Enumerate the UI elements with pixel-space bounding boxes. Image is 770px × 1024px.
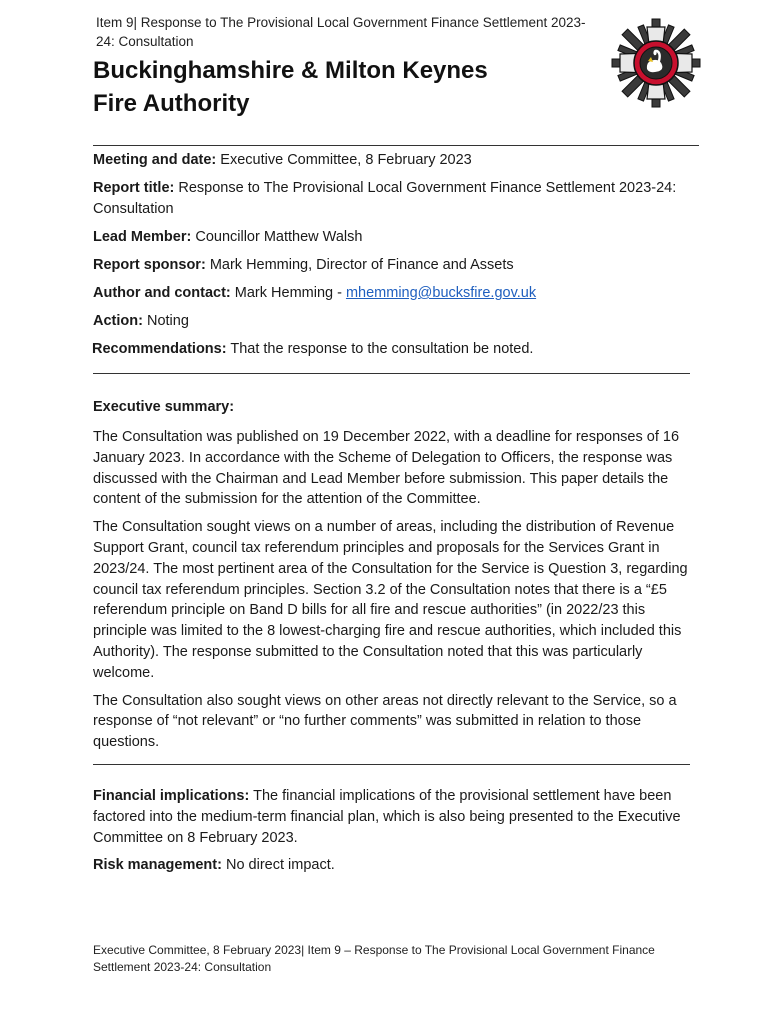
report-title-row	[93, 178, 693, 220]
lead-member-label: Lead Member:	[93, 229, 192, 245]
action-value: Noting	[146, 313, 189, 329]
author-email-link[interactable]: mhemming@bucksfire.gov.uk	[345, 285, 537, 301]
recommendations-label: Recommendations:	[92, 341, 227, 357]
report-metadata	[93, 150, 693, 367]
author-row	[93, 283, 693, 304]
authority-title-line1: Buckinghamshire & Milton Keynes	[93, 57, 488, 84]
risk-management	[93, 855, 693, 876]
financial-implications-value: The financial implications of the provisional settlement have been factored into the medium-term financial plan, which is also being presented to the Executive Committee on 8 February 2023.	[93, 788, 681, 846]
meeting-label: Meeting and date:	[93, 152, 217, 168]
risk-management-value: No direct impact.	[225, 857, 335, 874]
financial-implications-label: Financial implications:	[93, 788, 250, 804]
action-label: Action:	[93, 313, 143, 329]
report-sponsor-value: Mark Hemming, Director of Finance and Assets	[209, 257, 514, 273]
risk-management-label: Risk management:	[93, 857, 222, 874]
summary-paragraph-1: The Consultation was published on 19 December 2022, with a deadline for responses of 16 January 2023. In accordance with the Scheme of Delegation to Officers, the response was discussed with the Chairman and Lead Member before submission. This paper details the content of the submission for the attention of the Committee.	[93, 429, 680, 508]
metadata-divider	[93, 373, 690, 374]
lead-member-row	[93, 227, 693, 248]
implications	[93, 786, 693, 883]
author-label: Author and contact:	[93, 285, 231, 301]
summary-paragraph-2: The Consultation sought views on a number of areas, including the distribution of Revenue Support Grant, council tax referendum principles and proposals for the Services Grant in 2023/24. The most pertinent area of the Consultation for the Service is Question 3, regarding council tax referendum principles. Section 3.2 of the Consultation notes that there is a “£5 referendum principle on Band D bills for all fire and rescue authorities” (in 2022/23 this principle was limited to the 8 lowest-charging fire and rescue authorities, which included this Authority). The response submitted to the Consultation noted that this was particularly welcome.	[93, 519, 688, 681]
running-footer: Executive Committee, 8 February 2023| Item 9 – Response to The Provisional Local Government Finance Settlement 2023-24: Consultation	[93, 943, 655, 974]
report-sponsor-row	[93, 255, 693, 276]
executive-summary	[93, 397, 693, 760]
report-title-label: Report title:	[93, 180, 175, 196]
lead-member-value: Councillor Matthew Walsh	[195, 229, 363, 245]
fire-authority-crest-icon	[610, 18, 702, 108]
report-title-value: Response to The Provisional Local Government Finance Settlement 2023-24: Consultation	[93, 180, 677, 217]
header-divider	[93, 145, 699, 146]
summary-divider	[93, 764, 690, 765]
recommendations-value: That the response to the consultation be noted.	[230, 341, 534, 357]
authority-title-line2: Fire Authority	[93, 90, 250, 117]
financial-implications	[93, 786, 693, 848]
author-value: Mark Hemming -	[234, 285, 346, 301]
meeting-row	[93, 150, 693, 171]
report-sponsor-label: Report sponsor:	[93, 257, 206, 273]
executive-summary-heading: Executive summary:	[93, 399, 235, 415]
running-header: Item 9| Response to The Provisional Local Government Finance Settlement 2023-24: Consultation	[96, 15, 586, 49]
meeting-value: Executive Committee, 8 February 2023	[220, 152, 472, 168]
recommendations-row	[92, 339, 693, 360]
summary-paragraph-3: The Consultation also sought views on other areas not directly relevant to the Service, so a response of “not relevant” or “no further comments” was submitted in relation to those questions.	[93, 692, 677, 751]
authority-title	[93, 54, 593, 120]
action-row	[93, 311, 693, 332]
